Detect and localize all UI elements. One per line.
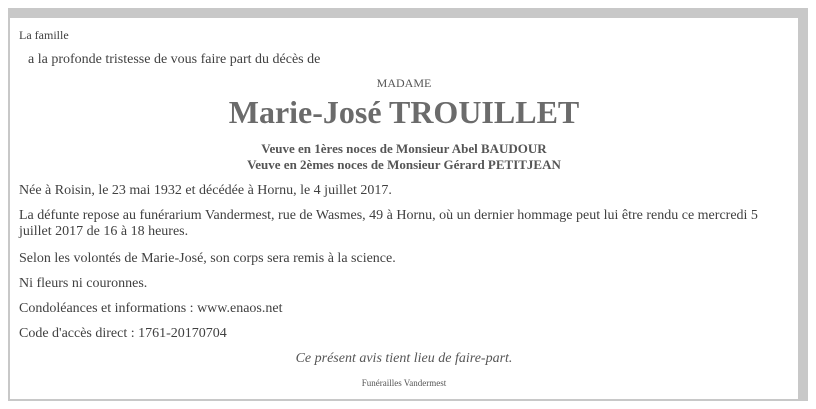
widow-line-2: Veuve en 2èmes noces de Monsieur Gérard PETITJEAN bbox=[247, 157, 561, 172]
deceased-name: Marie-José TROUILLET bbox=[228, 94, 580, 130]
frame-border-right bbox=[798, 8, 808, 401]
widow-line-1: Veuve en 1ères noces de Monsieur Abel BAUDOUR bbox=[261, 141, 547, 156]
notice-text: Ce présent avis tient lieu de faire-part. bbox=[295, 351, 513, 366]
honorific: MADAME bbox=[376, 76, 432, 90]
intro-text: a la profonde tristesse de vous faire part du décès de bbox=[28, 52, 321, 67]
birth-death-paragraph: Née à Roisin, le 23 mai 1932 et décédée à Hornu, le 4 juillet 2017. bbox=[19, 183, 392, 198]
visitation-paragraph: La défunte repose au funérarium Vandermest, rue de Wasmes, 49 à Hornu, où un dernier hommage peut lui être rendu ce mercredi 5 juillet 2017 de 16 à 18 heures. bbox=[19, 208, 758, 239]
condolences-paragraph: Condoléances et informations : www.enaos.net bbox=[19, 301, 283, 316]
frame-border-bottom bbox=[8, 399, 808, 401]
funeral-home-footer: Funérailles Vandermest bbox=[361, 378, 447, 388]
flowers-paragraph: Ni fleurs ni couronnes. bbox=[19, 276, 148, 291]
access-code-paragraph: Code d'accès direct : 1761-20170704 bbox=[19, 326, 227, 341]
family-label: La famille bbox=[19, 28, 69, 42]
frame-border-top bbox=[8, 8, 808, 18]
wishes-paragraph: Selon les volontés de Marie-José, son corps sera remis à la science. bbox=[19, 251, 396, 266]
frame-border-left bbox=[8, 8, 10, 401]
